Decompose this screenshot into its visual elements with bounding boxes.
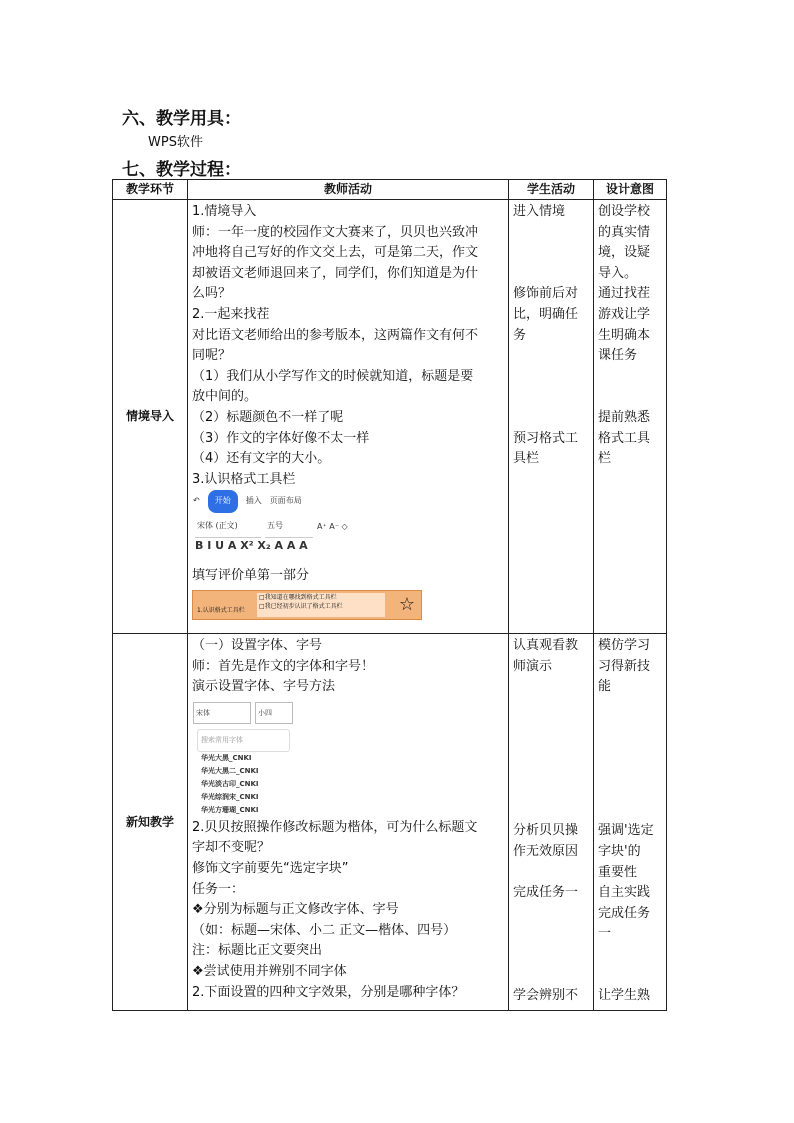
font-option: 华光方珊瑚_CNKI — [201, 805, 259, 814]
format-buttons-row: B I U A X² X₂ A A A — [195, 539, 308, 553]
teacher-line: 3.认识格式工具栏 — [192, 471, 296, 487]
teacher-line: 2.贝贝按照操作修改标题为楷体，可为什么标题文 — [192, 819, 478, 835]
intent-line: 一 — [598, 926, 612, 942]
teacher-line: 字却不变呢？ — [192, 840, 271, 856]
font-option: 华光淡古印_CNKI — [201, 779, 259, 788]
student-line: 务 — [513, 327, 527, 343]
teacher-line: 2.下面设置的四种文字效果，分别是哪种字体？ — [192, 984, 465, 1000]
header-student: 学生活动 — [509, 180, 594, 200]
intent-line: 重要性 — [598, 864, 638, 880]
student-line: 认真观看教 — [513, 638, 579, 653]
teacher-cell — [188, 634, 509, 1011]
grow-font-icon: A⁺ A⁻ ◇ — [317, 521, 348, 531]
header-intent: 设计意图 — [594, 180, 667, 200]
table-row — [113, 634, 667, 1011]
teacher-line: 注：标题比正文要突出 — [192, 943, 323, 959]
teacher-line: （4）还有文字的大小。 — [192, 451, 331, 467]
star-icon: ☆ — [398, 593, 415, 615]
intent-line: 强调'选定 — [598, 823, 654, 839]
eval-item: □我已经初步认识了格式工具栏 — [259, 602, 343, 610]
section-heading-process: 七、教学过程： — [122, 160, 241, 180]
teacher-line: 放中间的。 — [192, 389, 258, 405]
table-row — [113, 200, 667, 634]
teacher-line: 2.一起来找茬 — [192, 306, 270, 322]
intent-line: 让学生熟 — [598, 988, 651, 1004]
student-line: 分析贝贝操 — [513, 823, 579, 839]
section-heading-tools: 六、教学用具： — [122, 109, 241, 129]
intent-line: 游戏让学 — [598, 306, 651, 322]
student-line: 具栏 — [513, 451, 540, 467]
stage-cell: 新知教学 — [113, 634, 188, 1011]
student-line: 完成任务一 — [513, 885, 579, 901]
header-teacher: 教师活动 — [188, 180, 509, 200]
teacher-line: 么吗？ — [192, 286, 232, 302]
student-line: 比，明确任 — [513, 306, 579, 322]
intent-line: 能 — [598, 679, 612, 695]
tab-insert: 插入 — [245, 496, 262, 506]
intent-line: 境，设疑 — [598, 245, 651, 261]
eval-item: □我知道在哪找到格式工具栏 — [259, 593, 337, 601]
table-header-row — [113, 180, 667, 200]
teacher-line: 却被语文老师退回来了，同学们，你们知道是为什 — [192, 265, 479, 281]
student-cell — [509, 200, 594, 634]
intent-line: 习得新技 — [598, 658, 651, 674]
size-select: 五号 — [265, 516, 313, 538]
teacher-line: （1）我们从小学写作文的时候就知道，标题是要 — [192, 368, 474, 384]
tools-value: WPS软件 — [148, 135, 203, 150]
teacher-line: 填写评价单第一部分 — [192, 568, 310, 584]
intent-line: 模仿学习 — [598, 638, 651, 653]
teacher-line: 任务一： — [192, 881, 245, 897]
teacher-line: ❖尝试使用并辨别不同字体 — [192, 963, 347, 979]
student-line: 修饰前后对 — [513, 286, 579, 302]
teacher-line: 对比语文老师给出的参考版本，这两篇作文有何不 — [192, 327, 479, 343]
teacher-line: 冲地将自己写好的作文交上去，可是第二天，作文 — [192, 245, 479, 261]
eval-card-title: 1.认识格式工具栏 — [197, 606, 245, 614]
student-line: 师演示 — [513, 658, 553, 674]
intent-line: 课任务 — [598, 348, 638, 364]
tab-layout: 页面布局 — [269, 496, 302, 506]
intent-line: 格式工具 — [598, 430, 651, 446]
intent-line: 自主实践 — [598, 885, 651, 901]
format-toolbar-image — [193, 492, 409, 562]
font-select: 宋体 — [193, 702, 251, 725]
student-line: 学会辨别不 — [513, 988, 579, 1004]
intent-line: 的真实情 — [598, 224, 651, 240]
intent-cell — [594, 200, 667, 634]
teacher-line: （如：标题—宋体、小二 正文—楷体、四号） — [192, 922, 457, 938]
student-line: 作无效原因 — [513, 843, 579, 859]
size-select: 小四 — [255, 702, 293, 725]
intent-line: 导入。 — [598, 265, 638, 281]
teacher-line: （3）作文的字体好像不太一样 — [192, 430, 370, 446]
teacher-line: 演示设置字体、字号方法 — [192, 679, 336, 695]
teacher-line: ❖分别为标题与正文修改字体、字号 — [192, 902, 399, 918]
intent-line: 通过找茬 — [598, 286, 651, 302]
intent-line: 生明确本 — [598, 327, 651, 343]
teacher-line: 师：一年一度的校园作文大赛来了，贝贝也兴致冲 — [192, 224, 479, 240]
intent-line: 栏 — [598, 451, 612, 467]
font-option: 华光大黑二_CNKI — [201, 766, 259, 775]
header-stage: 教学环节 — [113, 180, 188, 200]
intent-line: 完成任务 — [598, 905, 651, 921]
teacher-line: 同呢？ — [192, 348, 232, 364]
tab-start: 开始 — [208, 490, 238, 513]
teacher-cell — [188, 200, 509, 634]
student-line: 进入情境 — [513, 204, 566, 219]
intent-line: 字块'的 — [598, 843, 641, 859]
font-option: 华光综润宋_CNKI — [201, 792, 259, 801]
teacher-line: （一）设置字体、字号 — [192, 638, 323, 653]
intent-cell — [594, 634, 667, 1011]
font-option: 华光大黑_CNKI — [201, 753, 252, 762]
teacher-line: 修饰文字前要先“选定字块” — [192, 860, 349, 876]
student-cell — [509, 634, 594, 1011]
evaluation-card — [192, 590, 422, 620]
font-dropdown-image — [193, 702, 293, 812]
student-line: 预习格式工 — [513, 430, 579, 446]
intent-line: 提前熟悉 — [598, 409, 651, 425]
lesson-table — [112, 179, 667, 1011]
teacher-line: （2）标题颜色不一样了呢 — [192, 409, 344, 425]
teacher-line: 1.情境导入 — [192, 204, 257, 219]
undo-icon: ↶ — [193, 496, 200, 506]
intent-line: 创设学校 — [598, 204, 651, 219]
teacher-line: 师：首先是作文的字体和字号！ — [192, 658, 375, 674]
font-select: 宋体 (正文) — [195, 516, 261, 538]
font-search-field: 搜索常用字体 — [197, 729, 290, 752]
stage-cell: 情境导入 — [113, 200, 188, 634]
